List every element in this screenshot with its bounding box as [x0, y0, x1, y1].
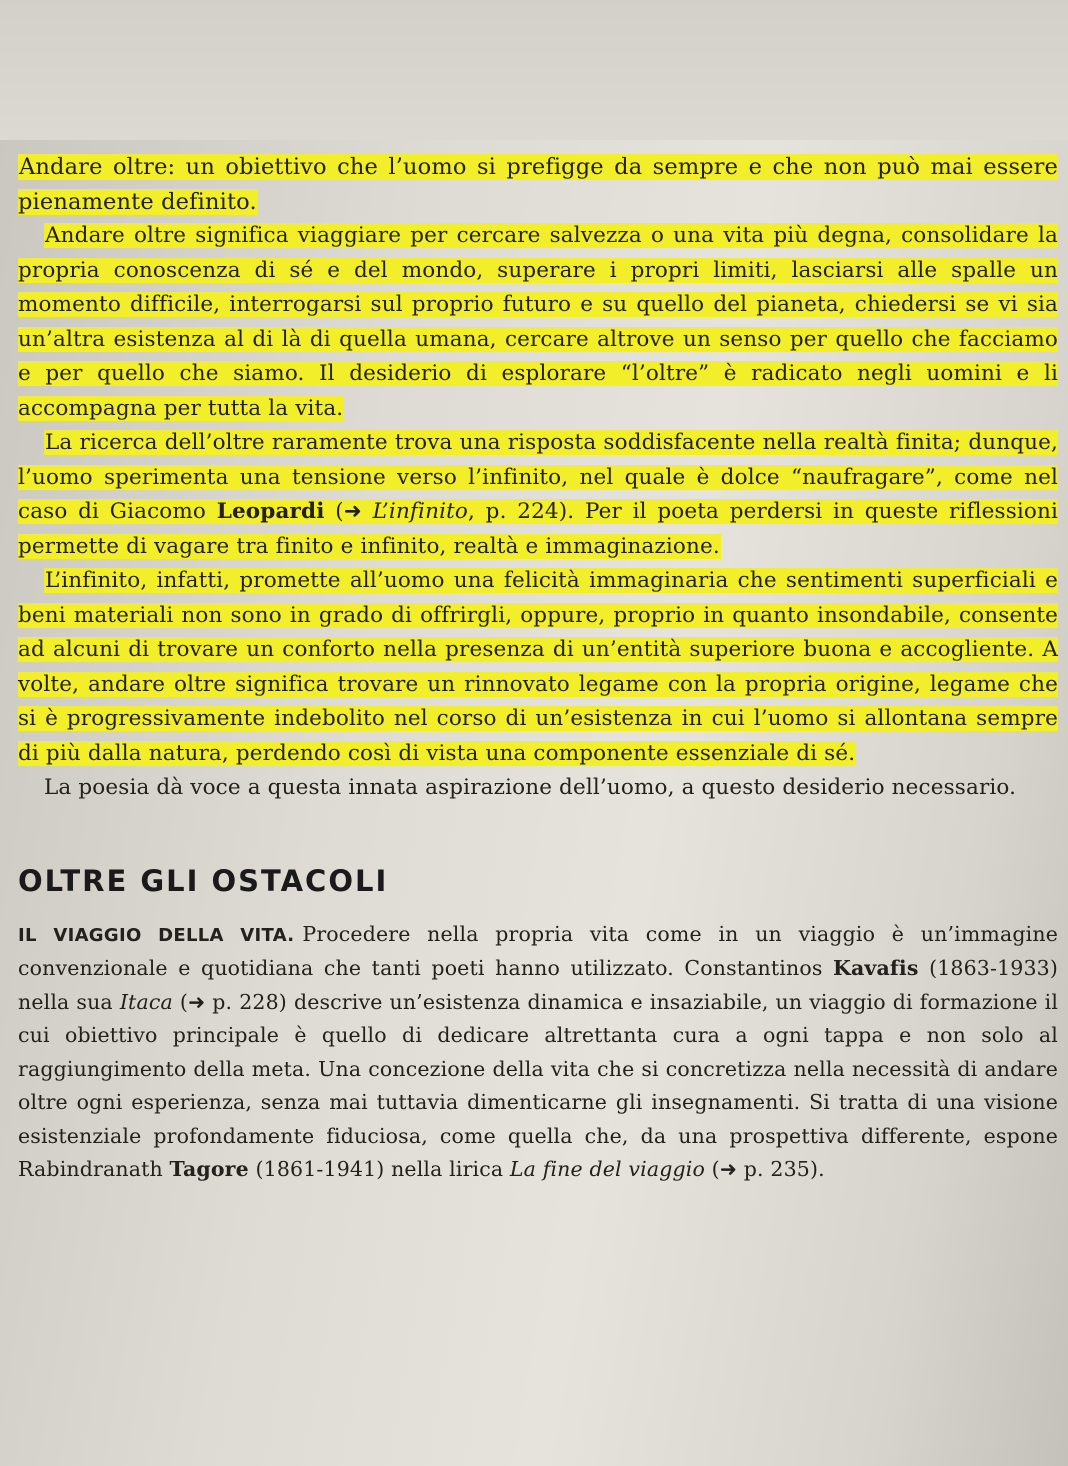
- paragraph-2: [18, 426, 1058, 564]
- ref-fine-del-viaggio: (➜ p. 235).: [711, 1157, 825, 1181]
- title-fine-del-viaggio: La fine del viaggio: [509, 1157, 705, 1181]
- section-text-3: descrive un’esistenza dinamica e insaziabile, un viaggio di formazione il cui obiettivo principale è quello di dedicare altrettanta cura a ogni tappa e non solo al raggiungimento della meta. Una concezione della vita che si concretizza nella necessità di andare oltre ogni esperienza, senza mai tuttavia dimenticarne gli insegnamenti. Si tratta di una visione esistenziale profondamente fiduciosa, come quella che, da una prospettiva differente, espone Rabindranath: [18, 989, 1059, 1181]
- ref-close: , p. 224).: [467, 499, 575, 524]
- paragraph-3-highlight: L’infinito, infatti, promette all’uomo una felicità immaginaria che sentimenti superficiali e beni materiali non sono in grado di offrirgli, oppure, proprio in quanto insondabile, consente ad alcuni di trovare un conforto nella presenza di un’entità superiore buona e accogliente. A volte, andare oltre significa trovare un rinnovato legame con la propria origine, legame che si è progressivamente indebolito nel corso di un’esistenza in cui l’uomo si allontana sempre di più dalla natura, perdendo così di vista una componente essenziale di sé.: [18, 568, 1058, 766]
- intro-paragraph: [18, 150, 1058, 219]
- paragraph-2-text: La ricerca dell’oltre raramente trova una risposta soddisfacente nella realtà finita; dunque, l’uomo sperimenta una tensione verso l’infinito, nel quale è dolce “naufragare”, come nel caso di Giacomo: [18, 430, 1058, 524]
- intro-highlight: Andare oltre: un obiettivo che l’uomo si prefigge da sempre e che non può mai essere pienamente definito.: [18, 154, 1058, 215]
- paragraph-4: La poesia dà voce a questa innata aspirazione dell’uomo, a questo desiderio necessario.: [44, 775, 1017, 800]
- title-itaca: Itaca: [119, 989, 173, 1014]
- ref-itaca: (➜ p. 228): [179, 989, 287, 1014]
- section-oltre-gli-ostacoli: [18, 864, 1058, 1187]
- paragraph-2-highlight: [18, 430, 1058, 559]
- author-leopardi: Leopardi: [216, 499, 325, 524]
- book-page: [18, 150, 1058, 1450]
- paragraph-1: [18, 219, 1058, 426]
- section-text-1: Procedere nella propria vita come in un viaggio è un’immagine convenzionale e quotidiana che tanti poeti hanno utilizzato. Constantinos: [18, 921, 1058, 980]
- ref-open: (➜: [335, 499, 373, 524]
- author-tagore: Tagore: [169, 1157, 249, 1181]
- author-kavafis: Kavafis: [833, 956, 919, 980]
- paragraph-3: [18, 564, 1058, 771]
- section-text-2: (1863-1933) nella sua: [18, 956, 1058, 1014]
- section-paragraph: [18, 918, 1058, 1187]
- ref-title-infinito: L’infinito: [372, 499, 468, 524]
- section-title: OLTRE GLI OSTACOLI: [18, 863, 389, 898]
- page-top-margin: [0, 0, 1068, 140]
- paragraph-1-highlight: Andare oltre significa viaggiare per cercare salvezza o una vita più degna, consolidare la propria conoscenza di sé e del mondo, superare i propri limiti, lasciarsi alle spalle un momento difficile, interrogarsi sul proprio futuro e su quello del pianeta, chiedersi se vi sia un’altra esistenza al di là di quella umana, cercare altrove un senso per quello che facciamo e per quello che siamo. Il desiderio di esplorare “l’oltre” è radicato negli uomini e li accompagna per tutta la vita.: [18, 223, 1058, 421]
- section-text-4: (1861-1941) nella lirica: [255, 1157, 504, 1181]
- section-subhead: IL VIAGGIO DELLA VITA.: [18, 924, 295, 946]
- paragraph-2-text-after: Per il poeta perdersi in queste riflessioni permette di vagare tra finito e infinito, realtà e immaginazione.: [18, 499, 1059, 559]
